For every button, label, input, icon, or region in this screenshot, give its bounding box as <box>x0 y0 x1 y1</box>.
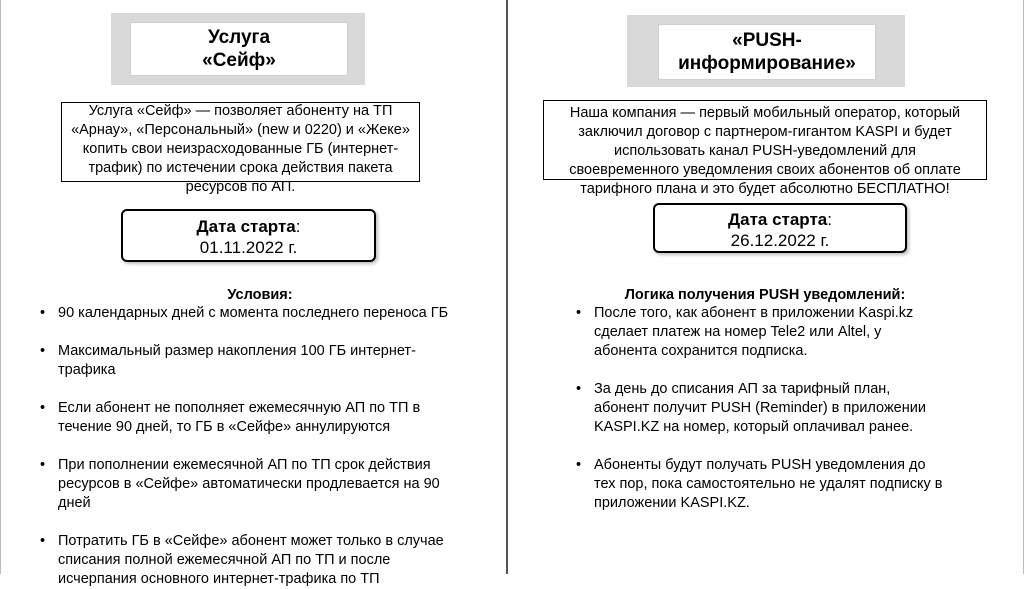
list-item: • Максимальный размер накопления 100 ГБ интернет-трафика <box>40 342 465 380</box>
safe-title <box>130 22 348 76</box>
center-divider <box>506 0 508 574</box>
left-page-edge <box>0 0 1 574</box>
safe-description-box <box>61 102 420 195</box>
safe-start-label: Дата старта <box>196 217 296 236</box>
list-item: • Абоненты будут получать PUSH уведомления до тех пор, пока самостоятельно не удалят подписку в приложении KASPI.KZ. <box>576 456 946 513</box>
list-item: • За день до списания АП за тарифный план, абонент получит PUSH (Reminder) в приложении KASPI.KZ на номер, который оплачивал ранее. <box>576 380 946 437</box>
safe-conditions-list <box>40 304 465 589</box>
list-item: • Если абонент не пополняет ежемесячную АП по ТП в течение 90 дней, то ГБ в «Сейфе» аннулируются <box>40 399 465 437</box>
push-logic-list <box>576 304 946 513</box>
push-start-date: 26.12.2022 г. <box>730 231 830 250</box>
safe-start-date-box <box>121 209 376 262</box>
safe-title-line1: Услуга <box>207 27 271 48</box>
push-title <box>658 24 876 80</box>
push-description-box <box>543 100 987 197</box>
safe-description: Услуга «Сейф» — позволяет абоненту на ТП «Арнау», «Персональный» (new и 0220) и «Жеке» копить свои неизрасходованные ГБ (интернет-трафик) по истечении срока действия пакета ресурсов по АП. <box>71 103 410 195</box>
push-start-colon: : <box>827 210 832 229</box>
list-item: • При пополнении ежемесячной АП по ТП срок действия ресурсов в «Сейфе» автоматически продлевается на 90 дней <box>40 456 465 513</box>
push-title-line1: «PUSH- <box>732 30 802 51</box>
push-start-date-box <box>653 203 907 253</box>
safe-title-line2: «Сейф» <box>202 50 276 71</box>
safe-start-colon: : <box>295 217 301 236</box>
push-start-label: Дата старта <box>728 210 828 229</box>
list-item: • После того, как абонент в приложении Kaspi.kz сделает платеж на номер Tele2 или Altel, у абонента сохранится подписка. <box>576 304 946 361</box>
push-logic-heading: Логика получения PUSH уведомлений: <box>624 287 906 303</box>
push-title-line2: информирование» <box>678 53 856 74</box>
safe-start-date: 01.11.2022 г. <box>199 238 298 257</box>
list-item: • Потратить ГБ в «Сейфе» абонент может только в случае списания полной ежемесячной АП по ТП и после исчерпания основного интернет-трафика по ТП <box>40 532 465 589</box>
list-item: • 90 календарных дней с момента последнего переноса ГБ <box>40 304 465 323</box>
push-description: Наша компания — первый мобильный оператор, который заключил договор с партнером-гигантом KASPI и будет использовать канал PUSH-уведомлений для своевременного уведомления своих абонентов об оплате тарифного плана и это будет абсолютно БЕСПЛАТНО! <box>569 105 961 197</box>
safe-conditions-heading: Условия: <box>227 287 293 303</box>
